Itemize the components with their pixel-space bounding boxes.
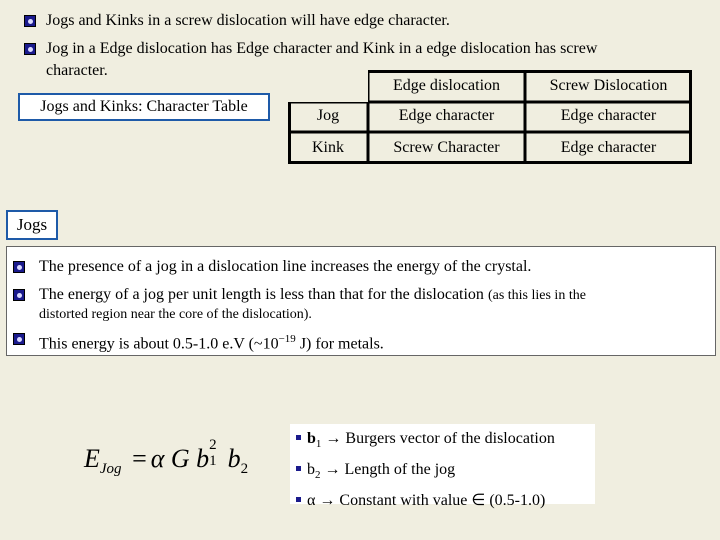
legend-item-alpha — [296, 488, 595, 514]
legend-b2-sub: 2 — [315, 469, 321, 482]
formula-equals: = — [132, 444, 147, 473]
checkbox-bullet-icon — [24, 43, 36, 55]
top-bullet-2 — [24, 39, 597, 59]
top-bullet-1 — [24, 11, 450, 31]
element-of-symbol: ∈ — [471, 492, 486, 510]
row-kink-edge: Screw Character — [393, 139, 500, 156]
jogs-content-box — [6, 246, 716, 356]
jogs-bullet-2-aside: (as this lies in the — [487, 288, 586, 303]
table-corner-blank — [288, 70, 368, 102]
character-table — [288, 70, 692, 164]
header-edge: Edge dislocation — [392, 77, 501, 94]
legend-b2-text: → Length of the jog — [324, 461, 456, 479]
row-kink-screw: Edge character — [560, 139, 657, 156]
jogs-bullet-1-text: The presence of a jog in a dislocation line increases the energy of the crystal. — [39, 258, 532, 275]
legend-b1-text: → Burgers vector of the dislocation — [325, 430, 555, 447]
header-screw: Screw Dislocation — [549, 77, 668, 94]
legend-item-b1 — [296, 426, 595, 457]
jogs-bullet-1 — [13, 257, 531, 277]
formula-E-sub: Jog — [99, 461, 122, 478]
jogs-bullet-3-text — [39, 329, 384, 354]
character-table-label: Jogs and Kinks: Character Table — [18, 93, 270, 121]
checkbox-bullet-icon — [24, 15, 36, 27]
row-jog-screw: Edge character — [560, 107, 657, 124]
jogs-bullet-3-b: J) for metals. — [295, 335, 384, 353]
legend-b2-symbol: b — [307, 461, 315, 479]
top-bullet-2-continuation: character. — [46, 62, 108, 79]
jogs-bullet-3 — [13, 329, 384, 354]
jogs-bullet-2 — [13, 285, 586, 306]
jogs-bullet-2-main: The energy of a jog per unit length is less than that for the dislocation — [39, 286, 484, 303]
checkbox-bullet-icon — [13, 289, 25, 301]
formula-b1-sup: 2 — [209, 437, 217, 453]
jogs-bullet-3-a: This energy is about 0.5-1.0 e.V (~10 — [39, 335, 279, 353]
legend-alpha-symbol: α — [307, 492, 316, 510]
checkbox-bullet-icon — [13, 261, 25, 273]
legend-alpha-range: (0.5-1.0) — [489, 492, 546, 510]
jogs-heading: Jogs — [6, 210, 58, 240]
square-bullet-icon — [296, 435, 301, 440]
square-bullet-icon — [296, 497, 301, 502]
jogs-bullet-2-continuation: distorted region near the core of the dislocation). — [39, 307, 312, 322]
row-kink-label: Kink — [312, 139, 344, 156]
row-jog-label: Jog — [316, 107, 340, 124]
checkbox-bullet-icon — [13, 333, 25, 345]
jogs-bullet-2-text — [39, 285, 586, 306]
formula-legend — [290, 424, 595, 510]
formula-G: G — [170, 444, 190, 473]
formula-b1: b — [196, 444, 210, 473]
legend-b1-symbol: b — [307, 430, 316, 447]
top-bullet-2-text: Jog in a Edge dislocation has Edge character and Kink in a edge dislocation has screw — [46, 40, 598, 57]
formula-alpha: α — [150, 444, 165, 473]
jog-energy-formula — [84, 437, 249, 484]
legend-alpha-text: → Constant with value — [319, 492, 468, 510]
top-bullet-1-text: Jogs and Kinks in a screw dislocation will have edge character. — [46, 12, 450, 29]
square-bullet-icon — [296, 466, 301, 471]
formula-E: E — [84, 444, 100, 473]
exponent: −19 — [278, 333, 296, 345]
legend-b1-sub: 1 — [315, 438, 322, 451]
formula-b2-sub: 2 — [240, 461, 249, 478]
formula-b2: b — [227, 444, 241, 473]
row-jog-edge: Edge character — [398, 107, 495, 124]
legend-item-b2 — [296, 457, 595, 488]
formula-b1-sub: 1 — [209, 453, 217, 469]
